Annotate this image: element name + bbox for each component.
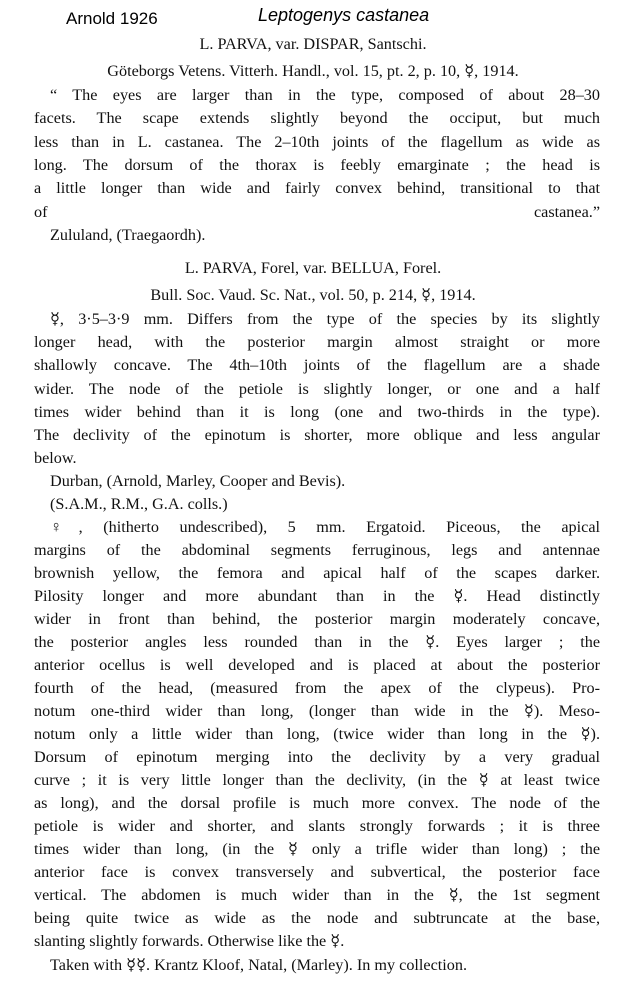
- text-line: notum one-third wider than long, (longer than wide in the ☿). Meso-: [34, 702, 600, 720]
- text-line: “ The eyes are larger than in the type, composed of about 28–30: [50, 86, 600, 104]
- section1-citation: Göteborgs Vetens. Vitterh. Handl., vol. 15, pt. 2, p. 10, ☿, 1914.: [107, 62, 519, 80]
- text-line: a little longer than wide and fairly convex behind, transitional to that: [34, 179, 600, 198]
- text-line: longer head, with the posterior margin almost straight or more: [34, 333, 600, 352]
- text-line: being quite twice as wide as the node and subtruncate at the base,: [34, 909, 600, 927]
- text-line: less than in L. castanea. The 2–10th joints of the flagellum as wide as: [34, 132, 600, 151]
- text-line: the posterior angles less rounded than in the ☿. Eyes larger ; the: [34, 633, 600, 651]
- text-line: facets. The scape extends slightly beyond the occiput, but much: [34, 109, 600, 128]
- text-line: curve ; it is very little longer than the declivity, (in the ☿ at least twice: [34, 771, 600, 789]
- text-line: fourth of the head, (measured from the apex of the clypeus). Pro-: [34, 679, 600, 697]
- text-line: vertical. The abdomen is much wider than in the ☿, the 1st segment: [34, 886, 600, 904]
- text-line: Pilosity longer and more abundant than in the ☿. Head distinctly: [34, 587, 600, 605]
- section2-citation: Bull. Soc. Vaud. Sc. Nat., vol. 50, p. 214, ☿, 1914.: [150, 286, 476, 304]
- section2-collections: (S.A.M., R.M., G.A. colls.): [50, 495, 228, 513]
- text-line: times wider than long, (in the ☿ only a trifle wider than long) ; the: [34, 840, 600, 858]
- text-line: shallowly concave. The 4th–10th joints of the flagellum are a shade: [34, 356, 600, 375]
- text-line: as long), and the dorsal profile is much more convex. The node of the: [34, 794, 600, 812]
- text-line: petiole is wider and shorter, and slants strongly forwards ; it is three: [34, 817, 600, 835]
- female-last-line: slanting slightly forwards. Otherwise like the ☿.: [34, 932, 345, 950]
- text-line: of castanea.”: [34, 202, 600, 221]
- text-line: anterior face is convex transversely and subvertical, the posterior face: [34, 863, 600, 881]
- text-line: Dorsum of epinotum merging into the declivity by a very gradual: [34, 748, 600, 766]
- text-line: times wider behind than it is long (one and two-thirds in the type).: [34, 402, 600, 421]
- text-line: wider. The node of the petiole is slightly longer, or one and a half: [34, 379, 600, 398]
- text-line: margins of the abdominal segments ferruginous, legs and antennae: [34, 541, 600, 559]
- text-line: ♀, (hitherto undescribed), 5 mm. Ergatoid. Piceous, the apical: [50, 518, 600, 536]
- final-line: Taken with ☿☿. Krantz Kloof, Natal, (Marley). In my collection.: [50, 956, 468, 974]
- text-line: ☿, 3·5–3·9 mm. Differs from the type of the species by its slightly: [50, 310, 600, 328]
- text-line: anterior ocellus is well developed and is placed at about the posterior: [34, 656, 600, 674]
- text-line: The declivity of the epinotum is shorter, more oblique and less angular: [34, 426, 600, 444]
- author-year-label: Arnold 1926: [66, 9, 158, 28]
- text-line: notum only a little wider than long, (twice wider than long in the ☿).: [34, 725, 600, 743]
- section1-locality: Zululand, (Traegaordh).: [50, 226, 206, 244]
- section2-locality: Durban, (Arnold, Marley, Cooper and Bevis).: [50, 472, 346, 490]
- section2-heading: L. PARVA, Forel, var. BELLUA, Forel.: [184, 259, 442, 277]
- text-line: wider in front than behind, the posterior margin moderately concave,: [34, 610, 600, 628]
- species-title: Leptogenys castanea: [258, 5, 430, 25]
- section2-last-line: below.: [34, 449, 77, 467]
- text-line: brownish yellow, the femora and apical half of the scapes darker.: [34, 564, 600, 582]
- text-line: long. The dorsum of the thorax is feebly emarginate ; the head is: [34, 155, 600, 174]
- section1-heading: L. PARVA, var. DISPAR, Santschi.: [199, 35, 427, 53]
